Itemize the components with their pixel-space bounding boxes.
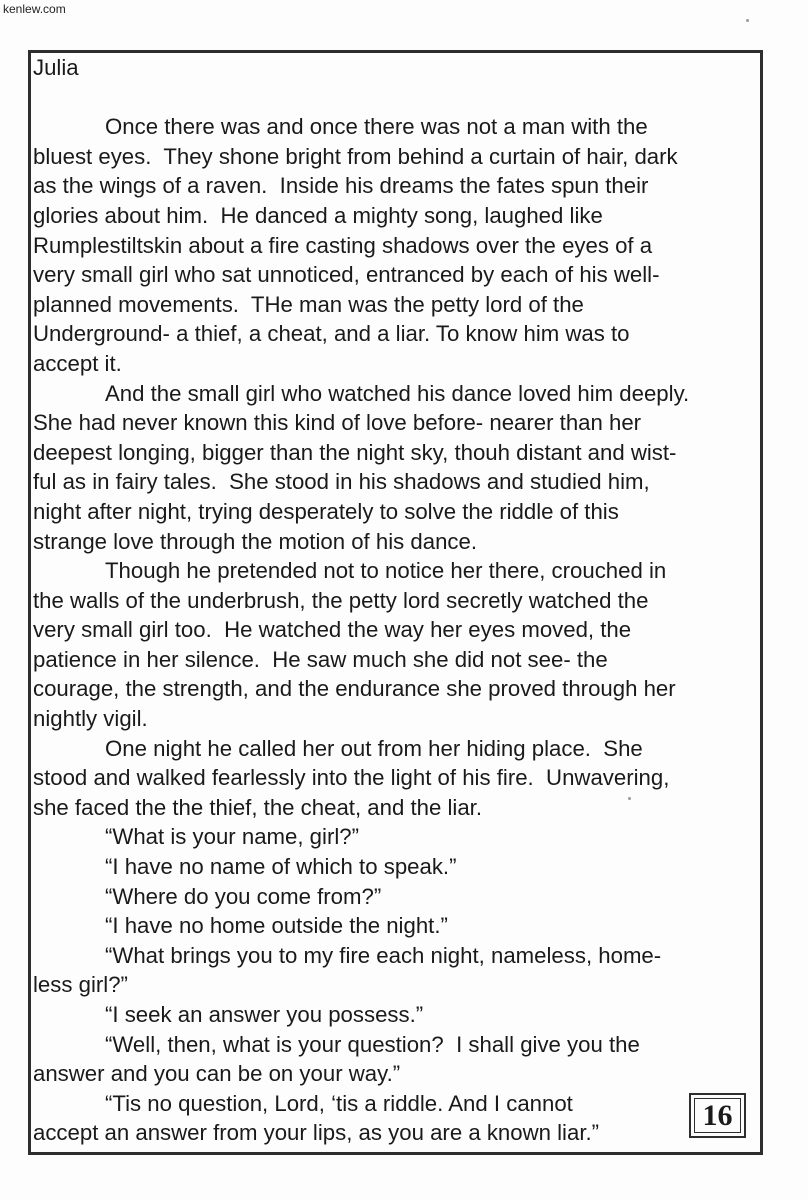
text-line: “Tis no question, Lord, ‘tis a riddle. And I cannot: [105, 1090, 573, 1116]
text-line: Underground- a thief, a cheat, and a liar. To know him was to: [33, 321, 630, 347]
text-line: Rumplestiltskin about a fire casting shadows over the eyes of a: [33, 232, 653, 258]
text-line: ful as in fairy tales. She stood in his shadows and studied him,: [33, 469, 650, 495]
story-body: [33, 112, 761, 1148]
text-line: “I seek an answer you possess.”: [105, 1002, 424, 1027]
text-line: bluest eyes. They shone bright from behind a curtain of hair, dark: [33, 143, 678, 169]
text-line: “Where do you come from?”: [105, 883, 382, 909]
text-line: One night he called her out from her hiding place. She: [105, 735, 643, 761]
text-line: very small girl who sat unnoticed, entranced by each of his well-: [33, 262, 660, 288]
text-line: “Well, then, what is your question? I shall give you the: [105, 1031, 640, 1057]
text-line: nightly vigil.: [33, 706, 148, 732]
page-number-box: [689, 1093, 746, 1138]
text-line: as the wings of a raven. Inside his dreams the fates spun their: [33, 173, 649, 199]
text-line: And the small girl who watched his dance loved him deeply.: [105, 380, 690, 406]
text-line: patience in her silence. He saw much she did not see- the: [33, 646, 608, 672]
text-line: “What is your name, girl?”: [105, 824, 359, 850]
watermark: kenlew.com: [3, 2, 66, 16]
text-line: the walls of the underbrush, the petty lord secretly watched the: [33, 587, 649, 613]
text-line: accept it.: [33, 350, 122, 376]
text-line: strange love through the motion of his dance.: [33, 528, 478, 554]
text-line: planned movements. THe man was the petty lord of the: [33, 291, 584, 317]
story-title: Julia: [33, 55, 79, 80]
text-line: accept an answer from your lips, as you are a known liar.”: [33, 1120, 600, 1146]
text-line: “I have no home outside the night.”: [105, 913, 448, 939]
page-number: 16: [694, 1098, 741, 1133]
text-line: deepest longing, bigger than the night sky, thouh distant and wist-: [33, 439, 677, 465]
text-line: Once there was and once there was not a man with the: [105, 114, 648, 140]
text-line: Though he pretended not to notice her there, crouched in: [105, 558, 667, 584]
text-line: she faced the the thief, the cheat, and the liar.: [33, 794, 482, 820]
scan-speck: [746, 19, 749, 22]
text-line: courage, the strength, and the endurance she proved through her: [33, 676, 676, 702]
text-line: less girl?”: [33, 972, 128, 998]
text-line: answer and you can be on your way.”: [33, 1061, 401, 1087]
text-line: stood and walked fearlessly into the light of his fire. Unwavering,: [33, 765, 670, 791]
text-line: “What brings you to my fire each night, nameless, home-: [105, 942, 662, 968]
story-text: [33, 53, 761, 1148]
text-line: glories about him. He danced a mighty song, laughed like: [33, 202, 603, 228]
text-line: She had never known this kind of love before- nearer than her: [33, 410, 642, 436]
scan-speck: [628, 797, 631, 800]
text-line: very small girl too. He watched the way her eyes moved, the: [33, 617, 632, 643]
text-line: night after night, trying desperately to solve the riddle of this: [33, 498, 619, 524]
text-line: “I have no name of which to speak.”: [105, 854, 457, 880]
